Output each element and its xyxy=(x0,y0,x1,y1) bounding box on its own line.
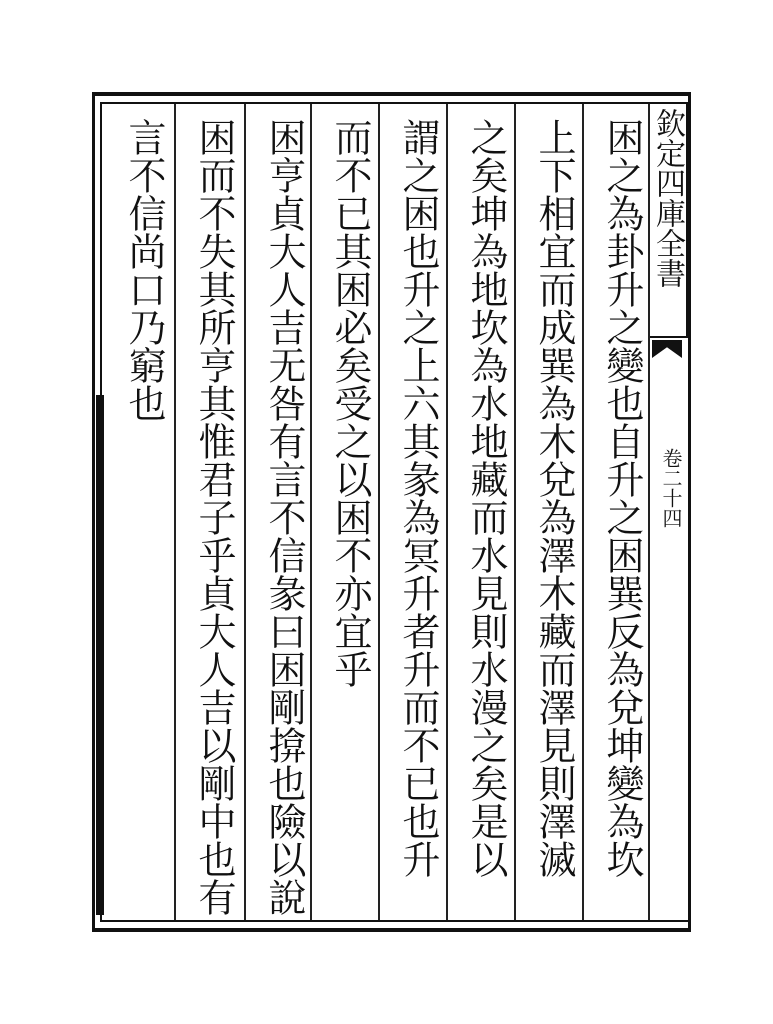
column-divider xyxy=(582,104,584,920)
column-divider xyxy=(174,104,176,920)
frame-right-border xyxy=(688,92,691,932)
text-column-5: 而不已其困必矣受之以困不亦宜乎 xyxy=(328,118,372,688)
column-divider xyxy=(310,104,312,920)
column-divider xyxy=(514,104,516,920)
binding-edge-mark xyxy=(96,395,104,915)
column-divider xyxy=(244,104,246,920)
text-column-8: 言不信尚口乃窮也 xyxy=(122,118,166,422)
frame-bottom-border xyxy=(92,928,690,932)
column-divider xyxy=(446,104,448,920)
fishtail-mark xyxy=(652,340,682,358)
text-column-4: 謂之困也升之上六其彖為冥升者升而不已也升 xyxy=(396,118,440,878)
frame-left-border xyxy=(92,92,95,932)
text-column-7: 困而不失其所亨其惟君子乎貞大人吉以剛中也有 xyxy=(192,118,236,916)
frame-top-inner-border xyxy=(100,102,690,104)
frame-top-border xyxy=(92,92,690,96)
text-column-6: 困亨貞大人吉无咎有言不信彖曰困剛揜也險以說 xyxy=(262,118,306,916)
text-column-1: 困之為卦升之變也自升之困巽反為兌坤變為坎 xyxy=(600,118,644,878)
text-column-2: 上下相宜而成巽為木兌為澤木藏而澤見則澤滅 xyxy=(532,118,576,878)
juan-number: 卷二十四 xyxy=(659,448,683,528)
frame-bottom-inner-border xyxy=(100,920,690,922)
book-title: 欽定四庫全書 xyxy=(650,108,685,288)
text-column-3: 之矣坤為地坎為水地藏而水見則水漫之矣是以 xyxy=(464,118,508,878)
column-divider xyxy=(378,104,380,920)
